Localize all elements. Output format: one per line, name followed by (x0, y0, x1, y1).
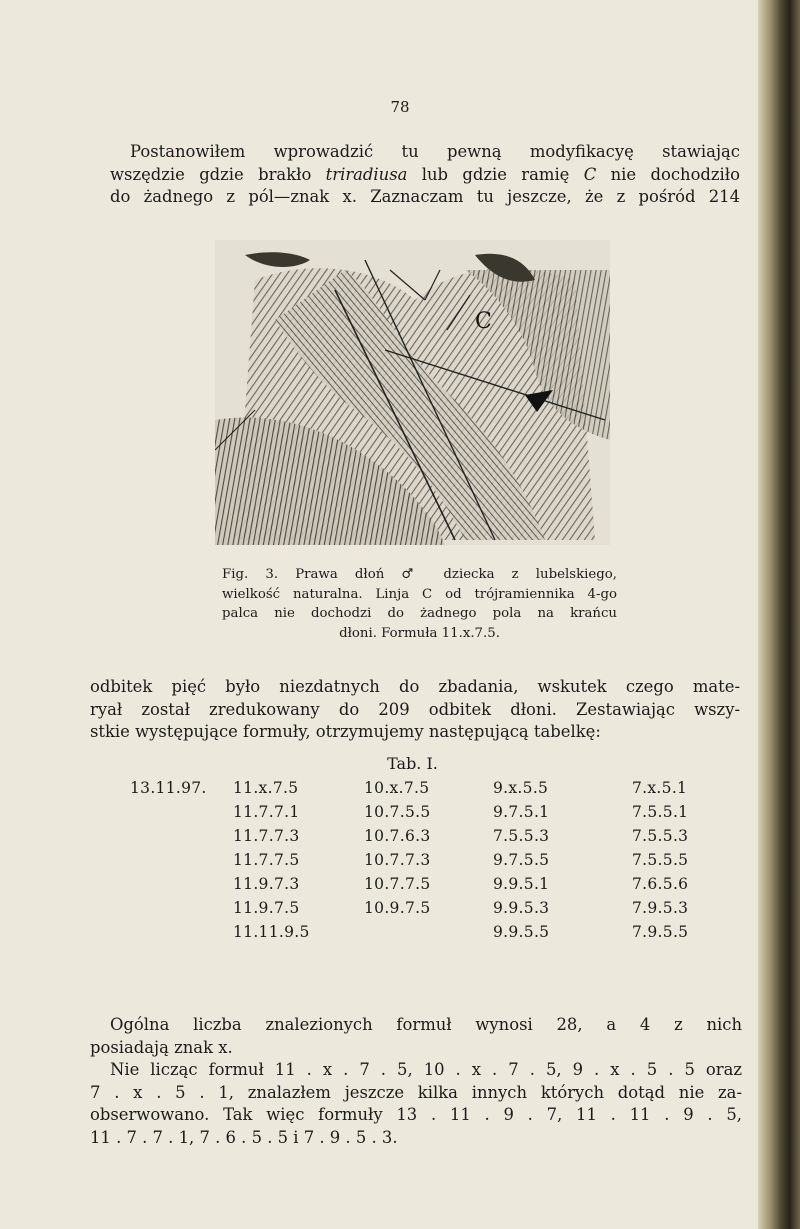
table-cell: 7.x.5.1 (632, 779, 688, 797)
table-cell: 9.9.5.1 (493, 875, 550, 893)
table-cell: 7.6.5.6 (632, 875, 689, 893)
table-cell: 7.5.5.3 (632, 827, 689, 845)
table-row (0, 899, 800, 923)
table-cell: 9.9.5.5 (493, 923, 550, 941)
table-cell: 11.7.7.1 (233, 803, 300, 821)
table-cell: 10.x.7.5 (364, 779, 430, 797)
caption-line-3: palca nie dochodzi do żadnego pola na krańcu (222, 606, 617, 621)
table-row (0, 803, 800, 827)
table-cell: 10.7.7.5 (364, 875, 431, 893)
para3-line-2: posiadają znak x. (90, 1037, 233, 1057)
palm-print-figure (215, 240, 610, 545)
para2-line-3: stkie występujące formuły, otrzymujemy następującą tabelkę: (90, 722, 601, 741)
intro-line-1: Postanowiłem wprowadzić tu pewną modyfikacyę stawiając (130, 142, 740, 161)
table-cell: 13.11.97. (130, 779, 207, 797)
page-edge-shadow (758, 0, 800, 1229)
caption-line-4: dłoni. Formuła 11.x.7.5. (339, 625, 500, 641)
para3-line-4: 7 . x . 5 . 1, znalazłem jeszcze kilka innych których dotąd nie za- (90, 1082, 742, 1102)
table-cell: 10.7.5.5 (364, 803, 431, 821)
para3-line-6: 11 . 7 . 7 . 1, 7 . 6 . 5 . 5 i 7 . 9 . 5 . 3. (90, 1127, 398, 1147)
table-cell: 10.7.6.3 (364, 827, 431, 845)
table-cell: 7.5.5.3 (493, 827, 550, 845)
caption-line-1: Fig. 3. Prawa dłoń ♂ dziecka z lubelskiego, (222, 567, 617, 582)
table-row (0, 779, 800, 803)
table-cell: 11.7.7.5 (233, 851, 300, 869)
body-paragraph-2 (90, 676, 740, 744)
body-paragraph-3 (90, 1014, 742, 1149)
table-cell: 7.5.5.5 (632, 851, 689, 869)
table-cell: 11.11.9.5 (233, 923, 310, 941)
table-cell: 11.x.7.5 (233, 779, 299, 797)
para3-line-3: Nie licząc formuł 11 . x . 7 . 5, 10 . x . 7 . 5, 9 . x . 5 . 5 oraz (110, 1060, 742, 1079)
table-cell: 9.7.5.5 (493, 851, 550, 869)
para2-line-2: ryał został zredukowany do 209 odbitek dłoni. Zestawiając wszy- (90, 699, 740, 719)
table-cell: 9.x.5.5 (493, 779, 549, 797)
table-cell: 7.5.5.1 (632, 803, 689, 821)
table-title: Tab. I. (387, 754, 438, 773)
table-row (0, 851, 800, 875)
para3-line-5: obserwowano. Tak więc formuły 13 . 11 . 9 . 7, 11 . 11 . 9 . 5, (90, 1105, 742, 1124)
intro-paragraph (110, 141, 740, 209)
table-cell: 7.9.5.5 (632, 923, 689, 941)
page-number: 78 (390, 98, 410, 116)
table-cell: 9.7.5.1 (493, 803, 550, 821)
table-row (0, 923, 800, 947)
table-row (0, 875, 800, 899)
figure-caption (222, 565, 617, 643)
palm-print-image (215, 240, 610, 545)
table-cell: 9.9.5.3 (493, 899, 550, 917)
para2-line-1: odbitek pięć było niezdatnych do zbadania, wskutek czego mate- (90, 677, 740, 696)
table-cell: 10.9.7.5 (364, 899, 431, 917)
table-cell: 7.9.5.3 (632, 899, 689, 917)
figure-label-c: C (475, 309, 492, 334)
para3-line-1: Ogólna liczba znalezionych formuł wynosi 28, a 4 z nich (110, 1015, 742, 1034)
intro-line-2: wszędzie gdzie brakło triradiusa lub gdzie ramię C nie dochodziło (110, 164, 740, 184)
table-cell: 10.7.7.3 (364, 851, 431, 869)
table-cell: 11.9.7.3 (233, 875, 300, 893)
caption-line-2: wielkość naturalna. Linja C od trójramiennika 4-go (222, 586, 617, 602)
table-cell: 11.7.7.3 (233, 827, 300, 845)
intro-line-3: do żadnego z pól—znak x. Zaznaczam tu jeszcze, że z pośród 214 (110, 187, 740, 206)
table-cell: 11.9.7.5 (233, 899, 300, 917)
table-row (0, 827, 800, 851)
